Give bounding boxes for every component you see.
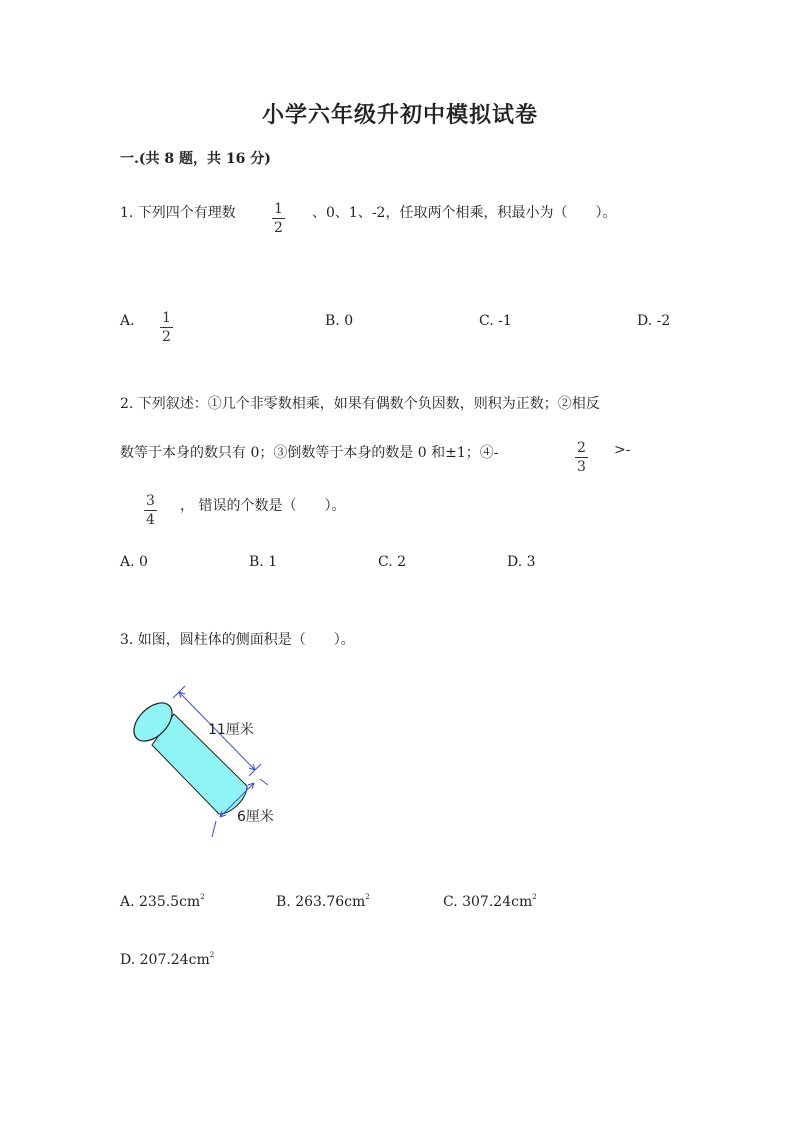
q2-option-d: D. 3: [507, 554, 536, 570]
q2-option-a: A. 0: [120, 554, 148, 570]
q1-option-c: C. -1: [479, 313, 512, 329]
q3-option-c-text: C. 307.24cm: [443, 894, 533, 910]
q3-option-b-text: B. 263.76cm: [276, 894, 366, 910]
q1-option-a-label: A.: [120, 313, 135, 329]
page-title: 小学六年级升初中模拟试卷: [261, 102, 538, 128]
q3-text: 3. 如图，圆柱体的侧面积是（ ）。: [120, 632, 355, 648]
q2-frac2-numerator: 3: [146, 493, 155, 509]
q3-option-b-unit-exponent: 2: [365, 893, 370, 901]
q1-option-d: D. -2: [637, 313, 671, 329]
q2-frac2-denominator: 4: [146, 512, 155, 528]
q2-fraction-1: [575, 437, 588, 474]
q1-fraction: [272, 198, 285, 235]
length-label: 11厘米: [208, 722, 254, 738]
q3-option-b: [276, 893, 370, 910]
q1-option-a-numerator: 1: [162, 310, 171, 326]
q1-option-a-fraction: [160, 307, 173, 344]
q3-option-a-text: A. 235.5cm: [120, 894, 201, 910]
q3-option-a: [120, 893, 205, 910]
diameter-label: 6厘米: [237, 809, 274, 825]
q2-option-b: B. 1: [249, 554, 278, 570]
q3-option-d-text: D. 207.24cm: [120, 952, 210, 968]
q3-option-a-unit-exponent: 2: [200, 893, 205, 901]
q2-option-c: C. 2: [378, 554, 407, 570]
q2-frac1-denominator: 3: [577, 459, 586, 475]
q1-frac-numerator: 1: [274, 201, 283, 217]
q1-frac-denominator: 2: [274, 220, 283, 236]
cylinder-figure: [120, 680, 300, 850]
q1-option-a-denominator: 2: [162, 329, 171, 345]
q1-suffix: 、0、1、-2，任取两个相乘，积最小为（ ）。: [312, 205, 617, 221]
q3-option-c-unit-exponent: 2: [532, 893, 537, 901]
q2-line-3: ， 错误的个数是（ ）。: [180, 498, 346, 514]
section-header: 一.(共 8 题，共 16 分): [120, 151, 271, 167]
q1-prefix: 1. 下列四个有理数: [120, 205, 236, 221]
q3-option-c: [443, 893, 537, 910]
q2-line-2: 数等于本身的数只有 0；③倒数等于本身的数是 0 和±1；④-: [120, 445, 499, 461]
q3-option-d-unit-exponent: 2: [209, 951, 215, 959]
q3-option-d: [120, 951, 214, 968]
q2-frac1-numerator: 2: [577, 440, 586, 456]
q2-gt-sign: >-: [614, 442, 631, 458]
q2-fraction-2: [144, 490, 157, 527]
q2-line-1: 2. 下列叙述：①几个非零数相乘，如果有偶数个负因数，则积为正数；②相反: [120, 396, 600, 412]
q1-option-b: B. 0: [325, 313, 354, 329]
